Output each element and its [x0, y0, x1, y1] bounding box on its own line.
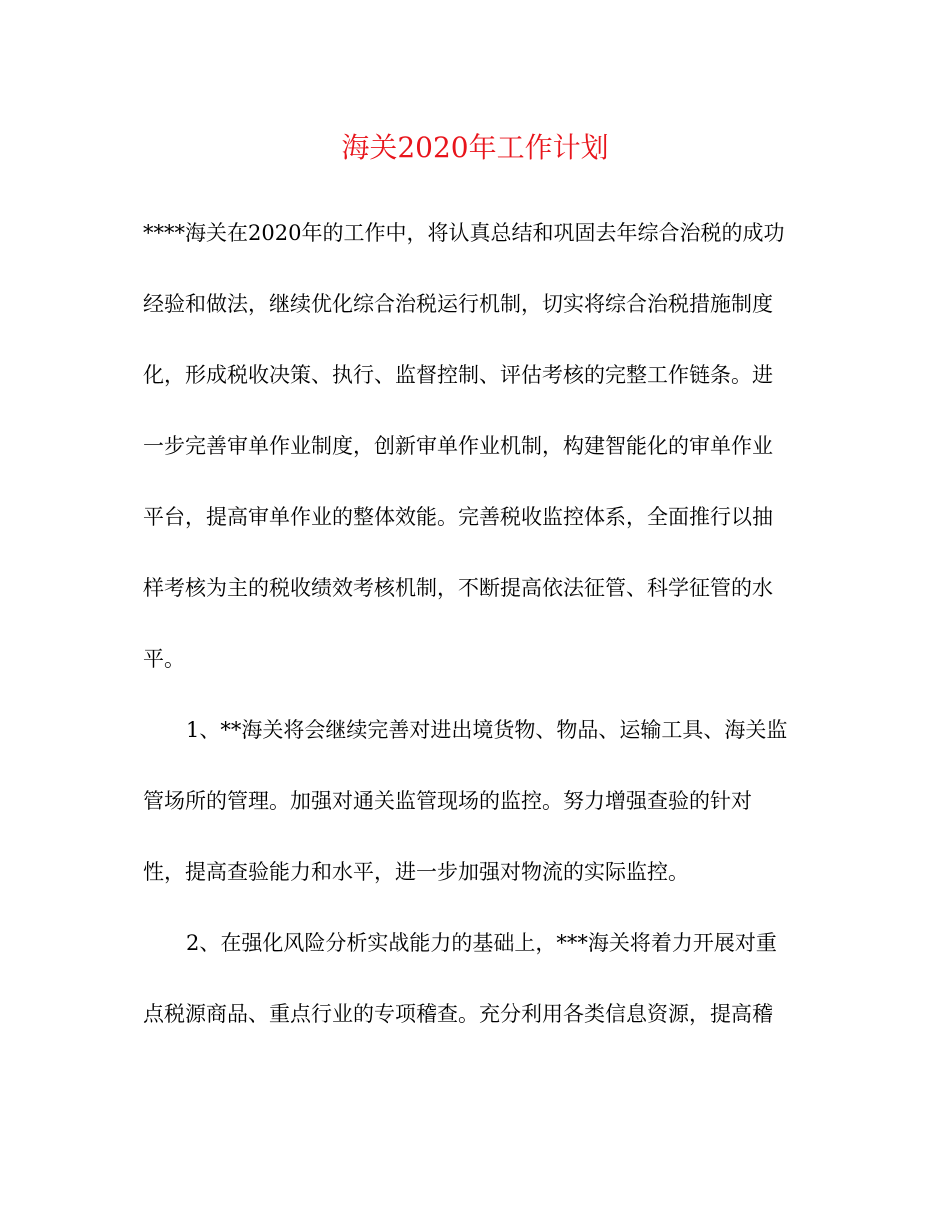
- paragraph-1-line-2: 经验和做法，继续优化综合治税运行机制，切实将综合治税措施制度: [143, 292, 773, 316]
- paragraph-1-line-3: 化，形成税收决策、执行、监督控制、评估考核的完整工作链条。进: [143, 363, 773, 387]
- paragraph-2-line-2: 管场所的管理。加强对通关监管现场的监控。努力增强查验的针对: [143, 789, 752, 813]
- paragraph-1-line-7: 平。: [143, 647, 185, 671]
- paragraph-3-line-1: 2、在强化风险分析实战能力的基础上，***海关将着力开展对重: [186, 931, 777, 955]
- paragraph-2-line-3: 性，提高查验能力和水平，进一步加强对物流的实际监控。: [143, 860, 689, 884]
- paragraph-2-line-1: 1、**海关将会继续完善对进出境货物、物品、运输工具、海关监: [186, 718, 788, 742]
- paragraph-1-line-4: 一步完善审单作业制度，创新审单作业机制，构建智能化的审单作业: [143, 434, 773, 458]
- paragraph-1-line-5: 平台，提高审单作业的整体效能。完善税收监控体系，全面推行以抽: [143, 505, 773, 529]
- paragraph-1-line-6: 样考核为主的税收绩效考核机制，不断提高依法征管、科学征管的水: [143, 576, 773, 600]
- paragraph-1-line-1: ****海关在2020年的工作中，将认真总结和巩固去年综合治税的成功: [143, 221, 785, 245]
- document-title: 海关2020年工作计划: [341, 131, 609, 164]
- paragraph-3-line-2: 点税源商品、重点行业的专项稽查。充分利用各类信息资源，提高稽: [143, 1002, 773, 1026]
